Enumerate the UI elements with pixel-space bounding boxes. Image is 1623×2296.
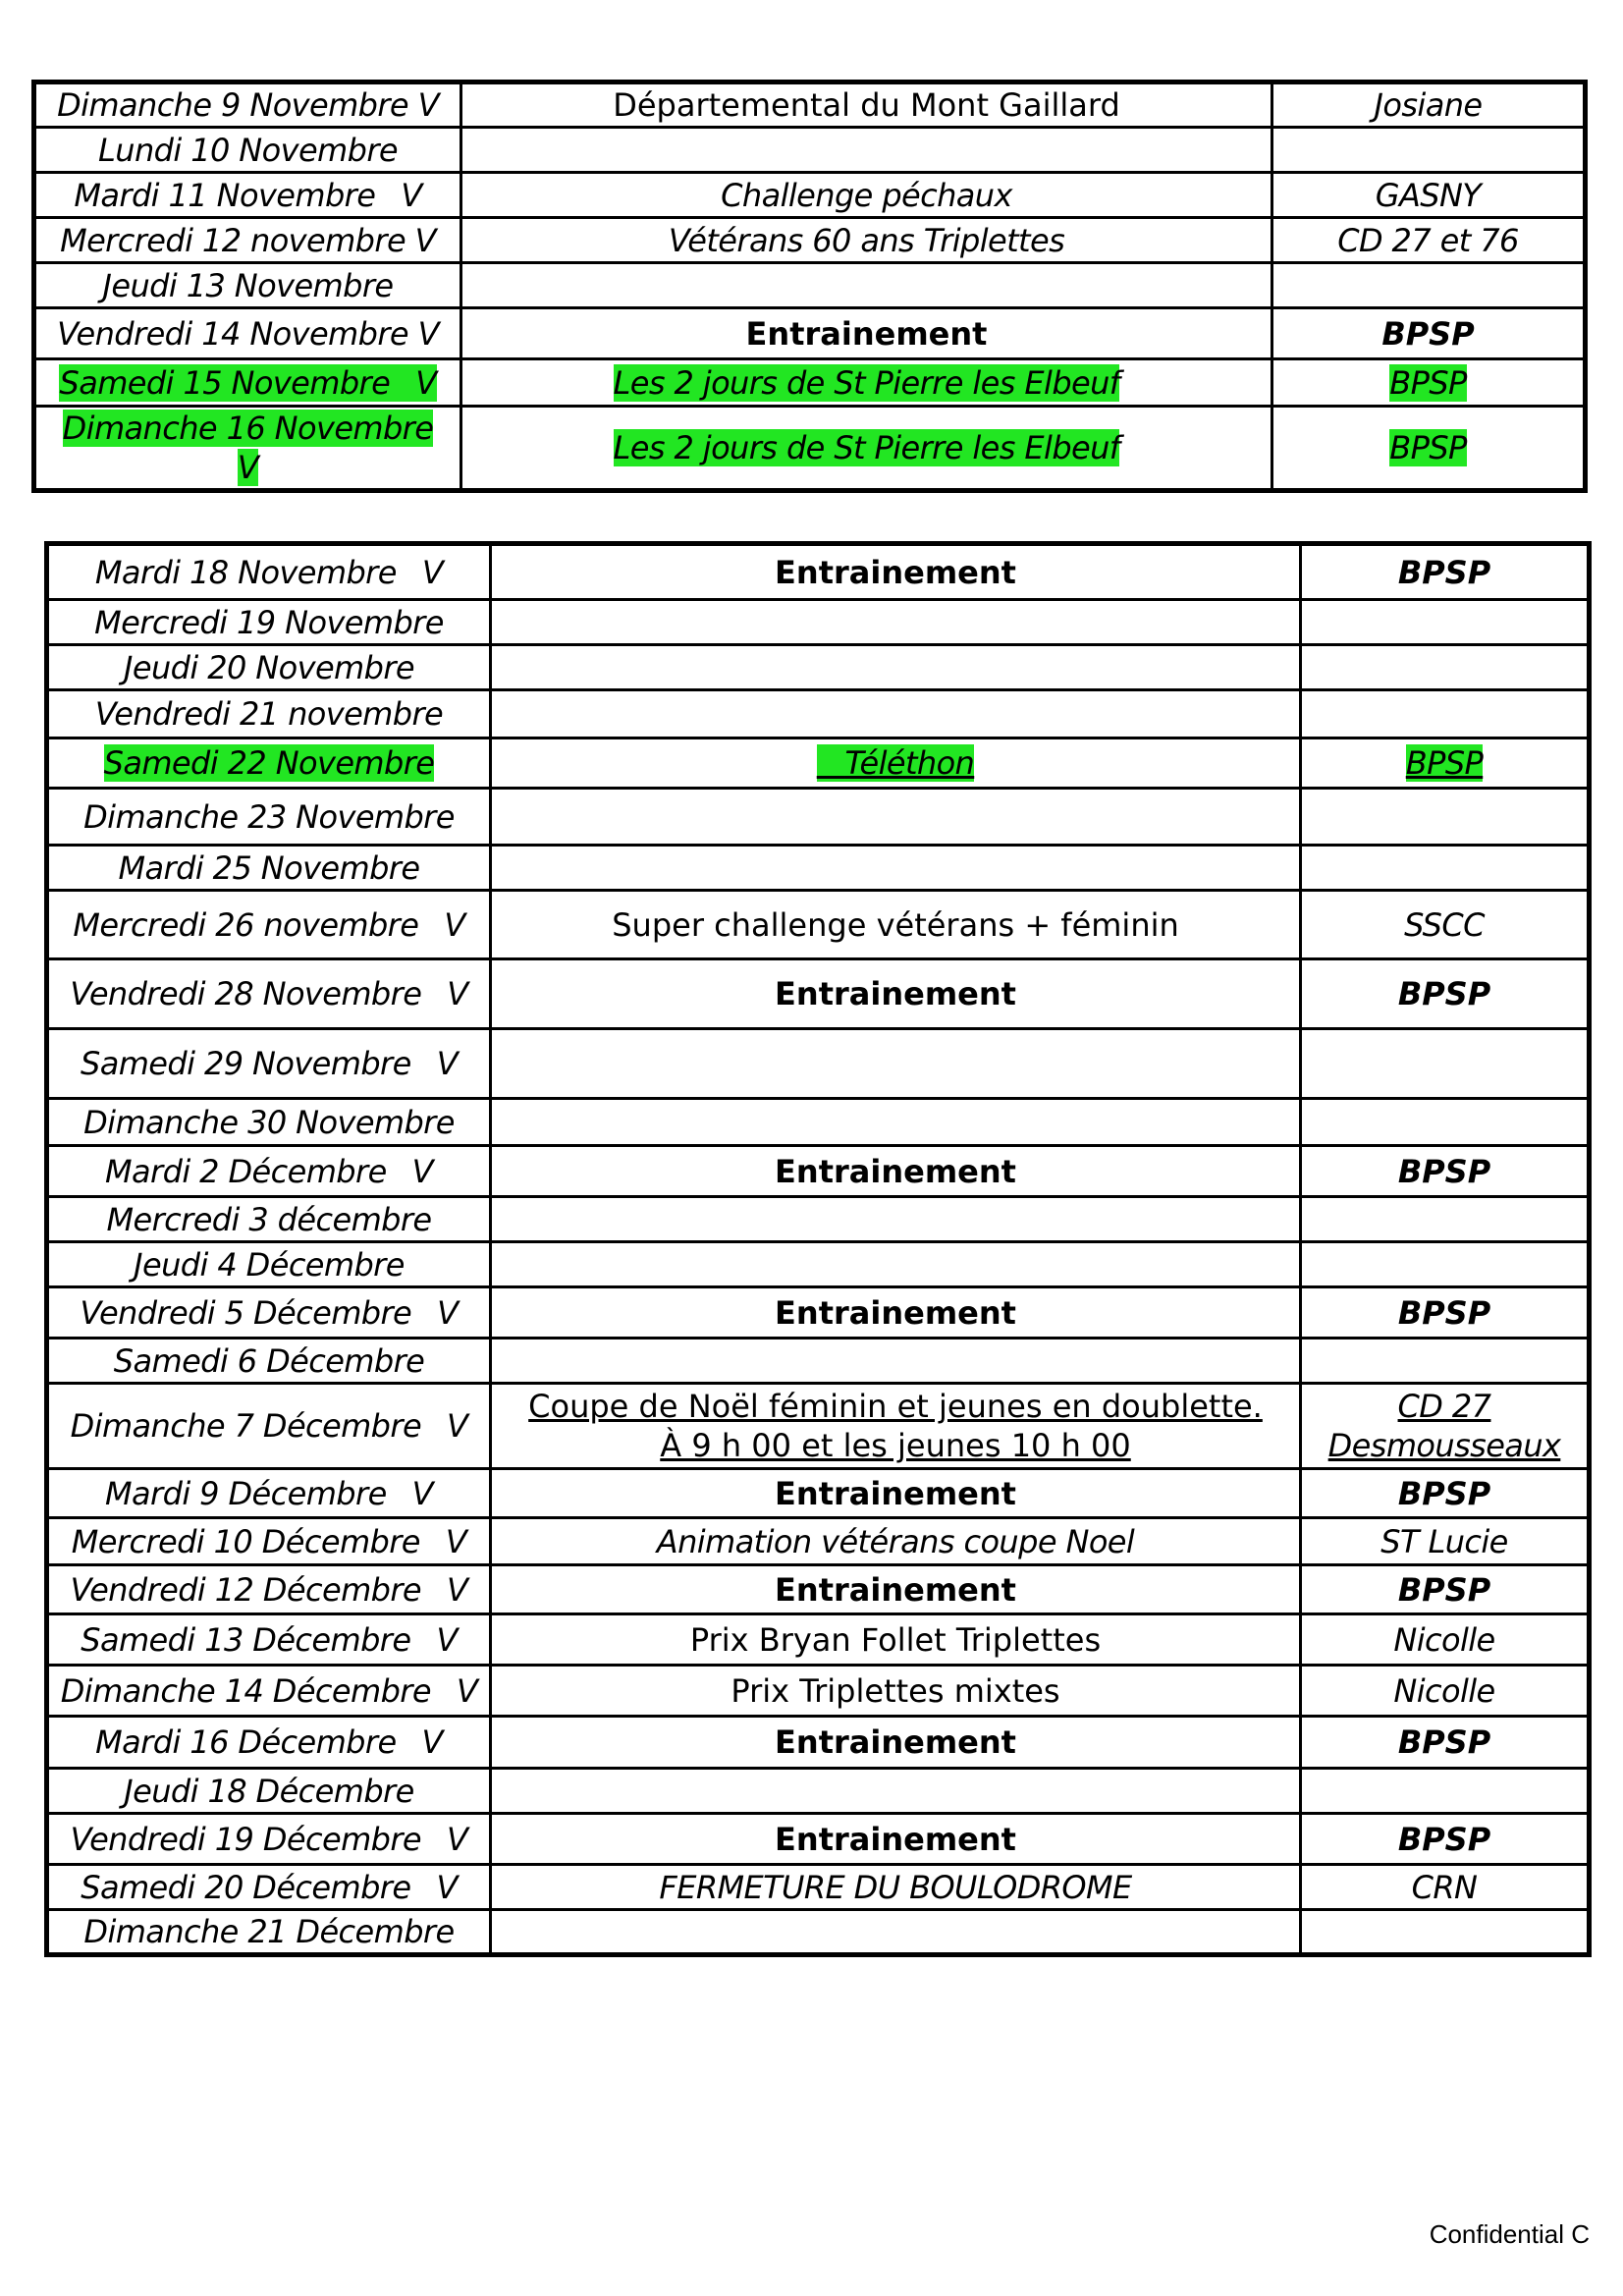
- event-cell: Entrainement: [491, 1565, 1301, 1614]
- date-cell: Dimanche 14 Décembre V: [47, 1666, 491, 1717]
- event-cell: [491, 1029, 1301, 1099]
- schedule-table-november-december: [44, 541, 1592, 1957]
- event-cell: Prix Triplettes mixtes: [491, 1666, 1301, 1717]
- organizer-cell: BPSP: [1272, 308, 1586, 359]
- organizer-cell: BPSP: [1301, 1469, 1590, 1518]
- event-cell: [491, 846, 1301, 891]
- table-row: [34, 128, 1586, 173]
- date-cell: Dimanche 21 Décembre: [47, 1910, 491, 1955]
- table-row: [47, 645, 1590, 690]
- event-cell: [491, 645, 1301, 690]
- organizer-cell: BPSP: [1301, 959, 1590, 1029]
- table-row: [47, 846, 1590, 891]
- table-row: [47, 789, 1590, 846]
- event-cell: FERMETURE DU BOULODROME: [491, 1865, 1301, 1910]
- date-cell: Mardi 18 Novembre V: [47, 544, 491, 600]
- event-cell: [461, 263, 1272, 308]
- date-cell: Samedi 6 Décembre: [47, 1339, 491, 1384]
- date-cell: Vendredi 14 Novembre V: [34, 308, 461, 359]
- date-cell: Samedi 20 Décembre V: [47, 1865, 491, 1910]
- date-cell: Mercredi 19 Novembre: [47, 600, 491, 645]
- organizer-cell: [1301, 1339, 1590, 1384]
- organizer-cell: ST Lucie: [1301, 1518, 1590, 1565]
- table-row: [47, 1614, 1590, 1666]
- date-cell: Jeudi 18 Décembre: [47, 1769, 491, 1814]
- table-row: [47, 1242, 1590, 1287]
- event-cell: Entrainement: [491, 1717, 1301, 1769]
- table-row: [34, 359, 1586, 407]
- date-cell: Vendredi 28 Novembre V: [47, 959, 491, 1029]
- date-cell: Vendredi 12 Décembre V: [47, 1565, 491, 1614]
- confidentiality-label: Confidential C: [1429, 2219, 1590, 2249]
- date-cell: Vendredi 5 Décembre V: [47, 1287, 491, 1339]
- table-row: [47, 690, 1590, 738]
- organizer-cell: BPSP: [1301, 1565, 1590, 1614]
- date-cell: Mercredi 26 novembre V: [47, 891, 491, 959]
- date-cell: Samedi 15 Novembre V: [34, 359, 461, 407]
- event-cell: Entrainement: [491, 544, 1301, 600]
- table-row: [47, 544, 1590, 600]
- organizer-cell: [1301, 600, 1590, 645]
- organizer-cell: [1301, 1910, 1590, 1955]
- table-row: [47, 1717, 1590, 1769]
- date-cell: Dimanche 9 Novembre V: [34, 82, 461, 128]
- table-row: [47, 1518, 1590, 1565]
- table-row: [47, 1469, 1590, 1518]
- event-cell: Les 2 jours de St Pierre les Elbeuf: [461, 407, 1272, 491]
- date-cell: Dimanche 23 Novembre: [47, 789, 491, 846]
- table-row: [34, 263, 1586, 308]
- table-row: [47, 600, 1590, 645]
- table-row: [47, 1197, 1590, 1242]
- table-row: [34, 173, 1586, 218]
- table-row: [34, 82, 1586, 128]
- event-cell: Prix Bryan Follet Triplettes: [491, 1614, 1301, 1666]
- table-row: [47, 1146, 1590, 1197]
- event-cell: Entrainement: [491, 1287, 1301, 1339]
- table-row: [34, 308, 1586, 359]
- date-cell: Vendredi 21 novembre: [47, 690, 491, 738]
- table-row: [34, 407, 1586, 491]
- table-row: [47, 1287, 1590, 1339]
- event-cell: [491, 1910, 1301, 1955]
- organizer-cell: [1272, 263, 1586, 308]
- event-cell: [491, 690, 1301, 738]
- organizer-cell: BPSP: [1301, 1814, 1590, 1865]
- organizer-cell: SSCC: [1301, 891, 1590, 959]
- organizer-cell: [1301, 1242, 1590, 1287]
- table-row: [47, 1339, 1590, 1384]
- date-cell: Mercredi 10 Décembre V: [47, 1518, 491, 1565]
- organizer-cell: CD 27 Desmousseaux: [1301, 1384, 1590, 1469]
- organizer-cell: [1301, 1029, 1590, 1099]
- organizer-cell: BPSP: [1301, 1717, 1590, 1769]
- event-cell: Départemental du Mont Gaillard: [461, 82, 1272, 128]
- event-cell: Entrainement: [491, 1814, 1301, 1865]
- organizer-cell: [1301, 1197, 1590, 1242]
- organizer-cell: [1301, 645, 1590, 690]
- date-cell: Mardi 2 Décembre V: [47, 1146, 491, 1197]
- date-cell: Jeudi 13 Novembre: [34, 263, 461, 308]
- table-row: [47, 1814, 1590, 1865]
- table-row: [47, 1769, 1590, 1814]
- date-cell: Dimanche 30 Novembre: [47, 1099, 491, 1146]
- organizer-cell: [1301, 1769, 1590, 1814]
- table-row: [47, 1029, 1590, 1099]
- event-cell: Super challenge vétérans + féminin: [491, 891, 1301, 959]
- event-cell: [491, 1769, 1301, 1814]
- event-cell: [491, 1242, 1301, 1287]
- event-cell: Téléthon: [491, 738, 1301, 789]
- organizer-cell: Nicolle: [1301, 1666, 1590, 1717]
- table-row: [47, 738, 1590, 789]
- event-cell: Entrainement: [491, 1146, 1301, 1197]
- table-row: [47, 1099, 1590, 1146]
- date-cell: Mardi 25 Novembre: [47, 846, 491, 891]
- event-cell: Animation vétérans coupe Noel: [491, 1518, 1301, 1565]
- event-cell: [491, 1339, 1301, 1384]
- date-cell: Lundi 10 Novembre: [34, 128, 461, 173]
- event-cell: [491, 1099, 1301, 1146]
- table-row: [47, 1666, 1590, 1717]
- event-cell: Challenge péchaux: [461, 173, 1272, 218]
- organizer-cell: BPSP: [1301, 1287, 1590, 1339]
- organizer-cell: BPSP: [1272, 407, 1586, 491]
- event-cell: Entrainement: [461, 308, 1272, 359]
- table-row: [47, 891, 1590, 959]
- organizer-cell: BPSP: [1301, 544, 1590, 600]
- event-cell: Entrainement: [491, 1469, 1301, 1518]
- event-cell: [491, 789, 1301, 846]
- organizer-cell: [1301, 690, 1590, 738]
- organizer-cell: BPSP: [1301, 738, 1590, 789]
- date-cell: Mardi 16 Décembre V: [47, 1717, 491, 1769]
- event-cell: Vétérans 60 ans Triplettes: [461, 218, 1272, 263]
- date-cell: Samedi 22 Novembre: [47, 738, 491, 789]
- date-cell: Samedi 29 Novembre V: [47, 1029, 491, 1099]
- date-cell: Mercredi 3 décembre: [47, 1197, 491, 1242]
- date-cell: Samedi 13 Décembre V: [47, 1614, 491, 1666]
- date-cell: Dimanche 7 Décembre V: [47, 1384, 491, 1469]
- organizer-cell: [1272, 128, 1586, 173]
- organizer-cell: [1301, 1099, 1590, 1146]
- schedule-table-november: [31, 80, 1588, 493]
- organizer-cell: BPSP: [1301, 1146, 1590, 1197]
- table-row: [47, 959, 1590, 1029]
- event-cell: Les 2 jours de St Pierre les Elbeuf: [461, 359, 1272, 407]
- date-cell: Vendredi 19 Décembre V: [47, 1814, 491, 1865]
- organizer-cell: GASNY: [1272, 173, 1586, 218]
- event-cell: [491, 600, 1301, 645]
- event-cell: [491, 1197, 1301, 1242]
- event-cell: Coupe de Noël féminin et jeunes en doublette. À 9 h 00 et les jeunes 10 h 00: [491, 1384, 1301, 1469]
- event-cell: Entrainement: [491, 959, 1301, 1029]
- table-row: [47, 1565, 1590, 1614]
- table-row: [47, 1865, 1590, 1910]
- date-cell: Mardi 9 Décembre V: [47, 1469, 491, 1518]
- organizer-cell: [1301, 789, 1590, 846]
- event-cell: [461, 128, 1272, 173]
- date-cell: Jeudi 20 Novembre: [47, 645, 491, 690]
- date-cell: Jeudi 4 Décembre: [47, 1242, 491, 1287]
- organizer-cell: CRN: [1301, 1865, 1590, 1910]
- table-row: [34, 218, 1586, 263]
- table-row: [47, 1384, 1590, 1469]
- organizer-cell: BPSP: [1272, 359, 1586, 407]
- organizer-cell: [1301, 846, 1590, 891]
- table-row: [47, 1910, 1590, 1955]
- date-cell: Mardi 11 Novembre V: [34, 173, 461, 218]
- date-cell: Dimanche 16 Novembre V: [34, 407, 461, 491]
- organizer-cell: CD 27 et 76: [1272, 218, 1586, 263]
- organizer-cell: Nicolle: [1301, 1614, 1590, 1666]
- date-cell: Mercredi 12 novembre V: [34, 218, 461, 263]
- organizer-cell: Josiane: [1272, 82, 1586, 128]
